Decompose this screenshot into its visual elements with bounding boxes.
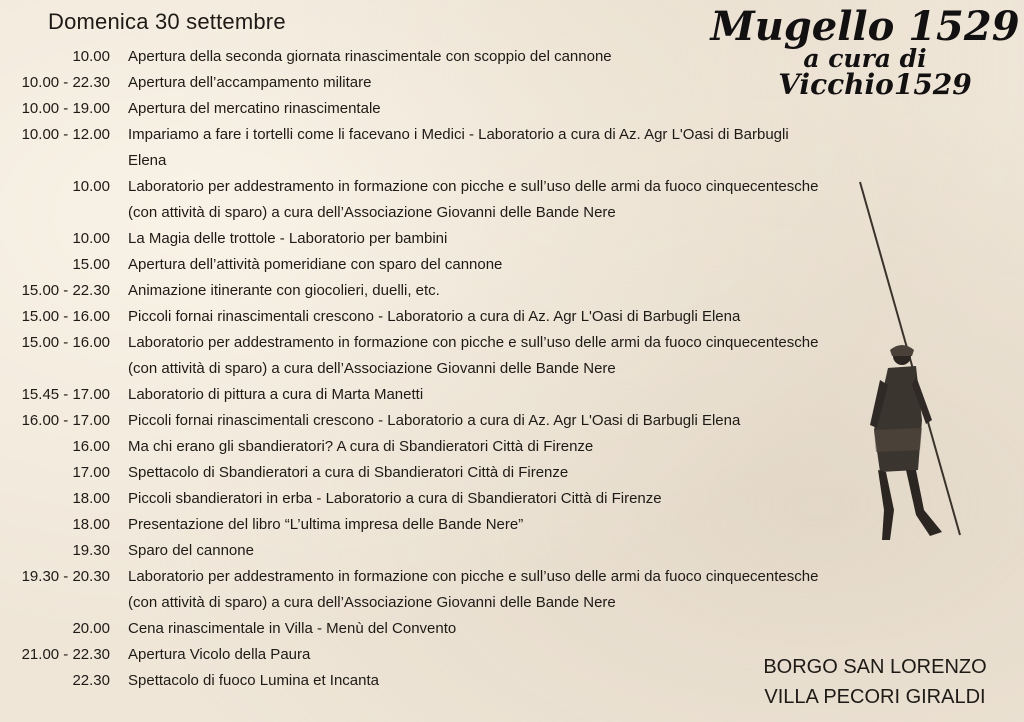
day-title: Domenica 30 settembre: [48, 9, 286, 34]
schedule-text: Laboratorio di pittura a cura di Marta Manetti: [128, 386, 424, 403]
schedule-row: [0, 382, 840, 408]
schedule-row: [0, 252, 840, 278]
schedule-time: 10.00 - 12.00: [21, 126, 110, 143]
schedule-time: 18.00: [72, 490, 110, 507]
schedule-time: 20.00: [72, 620, 110, 637]
schedule-time: 18.00: [72, 516, 110, 533]
schedule-time: 21.00 - 22.30: [21, 646, 110, 663]
schedule-text: Laboratorio per addestramento in formazione con picche e sull’uso delle armi da fuoco cinquecentesche (con attività di sparo) a cura dell’Associazione Giovanni delle Bande Nere: [128, 178, 819, 221]
schedule-row: [0, 668, 840, 694]
schedule-row: [0, 226, 840, 252]
schedule-text: Animazione itinerante con giocolieri, duelli, etc.: [128, 282, 440, 299]
schedule-time: 10.00: [72, 230, 110, 247]
schedule-time: 16.00: [72, 438, 110, 455]
schedule-text: Ma chi erano gli sbandieratori? A cura di Sbandieratori Città di Firenze: [128, 438, 594, 455]
brand-organizer: Vicchio1529: [778, 68, 972, 101]
schedule-time: 16.00 - 17.00: [21, 412, 110, 429]
schedule-time: 19.30 - 20.30: [21, 568, 110, 585]
schedule-row: [0, 486, 840, 512]
schedule-text: Cena rinascimentale in Villa - Menù del Convento: [128, 620, 457, 637]
schedule-time: 15.00 - 16.00: [21, 308, 110, 325]
schedule-time: 15.45 - 17.00: [21, 386, 110, 403]
schedule-row: [0, 408, 840, 434]
schedule-text: Laboratorio per addestramento in formazione con picche e sull’uso delle armi da fuoco cinquecentesche (con attività di sparo) a cura dell’Associazione Giovanni delle Bande Nere: [128, 568, 819, 611]
schedule-text: Apertura del mercatino rinascimentale: [128, 100, 381, 117]
location-line-2: VILLA PECORI GIRALDI: [764, 686, 986, 708]
schedule-time: 10.00: [72, 178, 110, 195]
schedule-row: [0, 122, 840, 174]
schedule-row: [0, 330, 840, 382]
schedule-text: Piccoli fornai rinascimentali crescono - Laboratorio a cura di Az. Agr L'Oasi di Barbugli Elena: [128, 412, 741, 429]
schedule-row: [0, 538, 840, 564]
schedule-text: Spettacolo di Sbandieratori a cura di Sbandieratori Città di Firenze: [128, 464, 569, 481]
schedule-row: [0, 616, 840, 642]
schedule-text: Apertura dell’attività pomeridiane con sparo del cannone: [128, 256, 503, 273]
schedule-time: 15.00 - 22.30: [21, 282, 110, 299]
schedule-time: 10.00 - 19.00: [21, 100, 110, 117]
schedule-time: 10.00 - 22.30: [21, 74, 110, 91]
schedule-text: Spettacolo di fuoco Lumina et Incanta: [128, 672, 380, 689]
pikeman-soldier-icon: [850, 180, 970, 560]
brand-subtitle: a cura di: [803, 44, 927, 73]
schedule-text: Presentazione del libro “L’ultima impresa delle Bande Nere”: [128, 516, 524, 533]
schedule-text: Sparo del cannone: [128, 542, 254, 559]
schedule-row: [0, 278, 840, 304]
schedule-row: [0, 512, 840, 538]
schedule-row: [0, 174, 840, 226]
schedule-time: 15.00: [72, 256, 110, 273]
brand-title: Mugello 1529: [710, 3, 1020, 50]
schedule-text: La Magia delle trottole - Laboratorio per bambini: [128, 230, 448, 247]
schedule-text: Apertura Vicolo della Paura: [128, 646, 311, 663]
schedule-text: Laboratorio per addestramento in formazione con picche e sull’uso delle armi da fuoco cinquecentesche (con attività di sparo) a cura dell’Associazione Giovanni delle Bande Nere: [128, 334, 819, 377]
schedule-time: 19.30: [72, 542, 110, 559]
event-brand: [700, 3, 1024, 101]
schedule-time: 22.30: [72, 672, 110, 689]
schedule-time: 15.00 - 16.00: [21, 334, 110, 351]
schedule-text: Apertura della seconda giornata rinascimentale con scoppio del cannone: [128, 48, 612, 65]
location-line-1: BORGO SAN LORENZO: [763, 656, 987, 678]
schedule-text: Impariamo a fare i tortelli come li facevano i Medici - Laboratorio a cura di Az. Agr L'Oasi di Barbugli Elena: [128, 126, 789, 169]
schedule-time: 17.00: [72, 464, 110, 481]
schedule-row: [0, 434, 840, 460]
schedule-list: [0, 44, 840, 694]
schedule-text: Piccoli sbandieratori in erba - Laboratorio a cura di Sbandieratori Città di Firenze: [128, 490, 662, 507]
event-location: [730, 652, 1020, 712]
schedule-time: 10.00: [72, 48, 110, 65]
schedule-text: Apertura dell’accampamento militare: [128, 74, 372, 91]
schedule-row: [0, 460, 840, 486]
schedule-row: [0, 642, 840, 668]
schedule-row: [0, 304, 840, 330]
schedule-text: Piccoli fornai rinascimentali crescono - Laboratorio a cura di Az. Agr L'Oasi di Barbugli Elena: [128, 308, 741, 325]
schedule-row: [0, 564, 840, 616]
